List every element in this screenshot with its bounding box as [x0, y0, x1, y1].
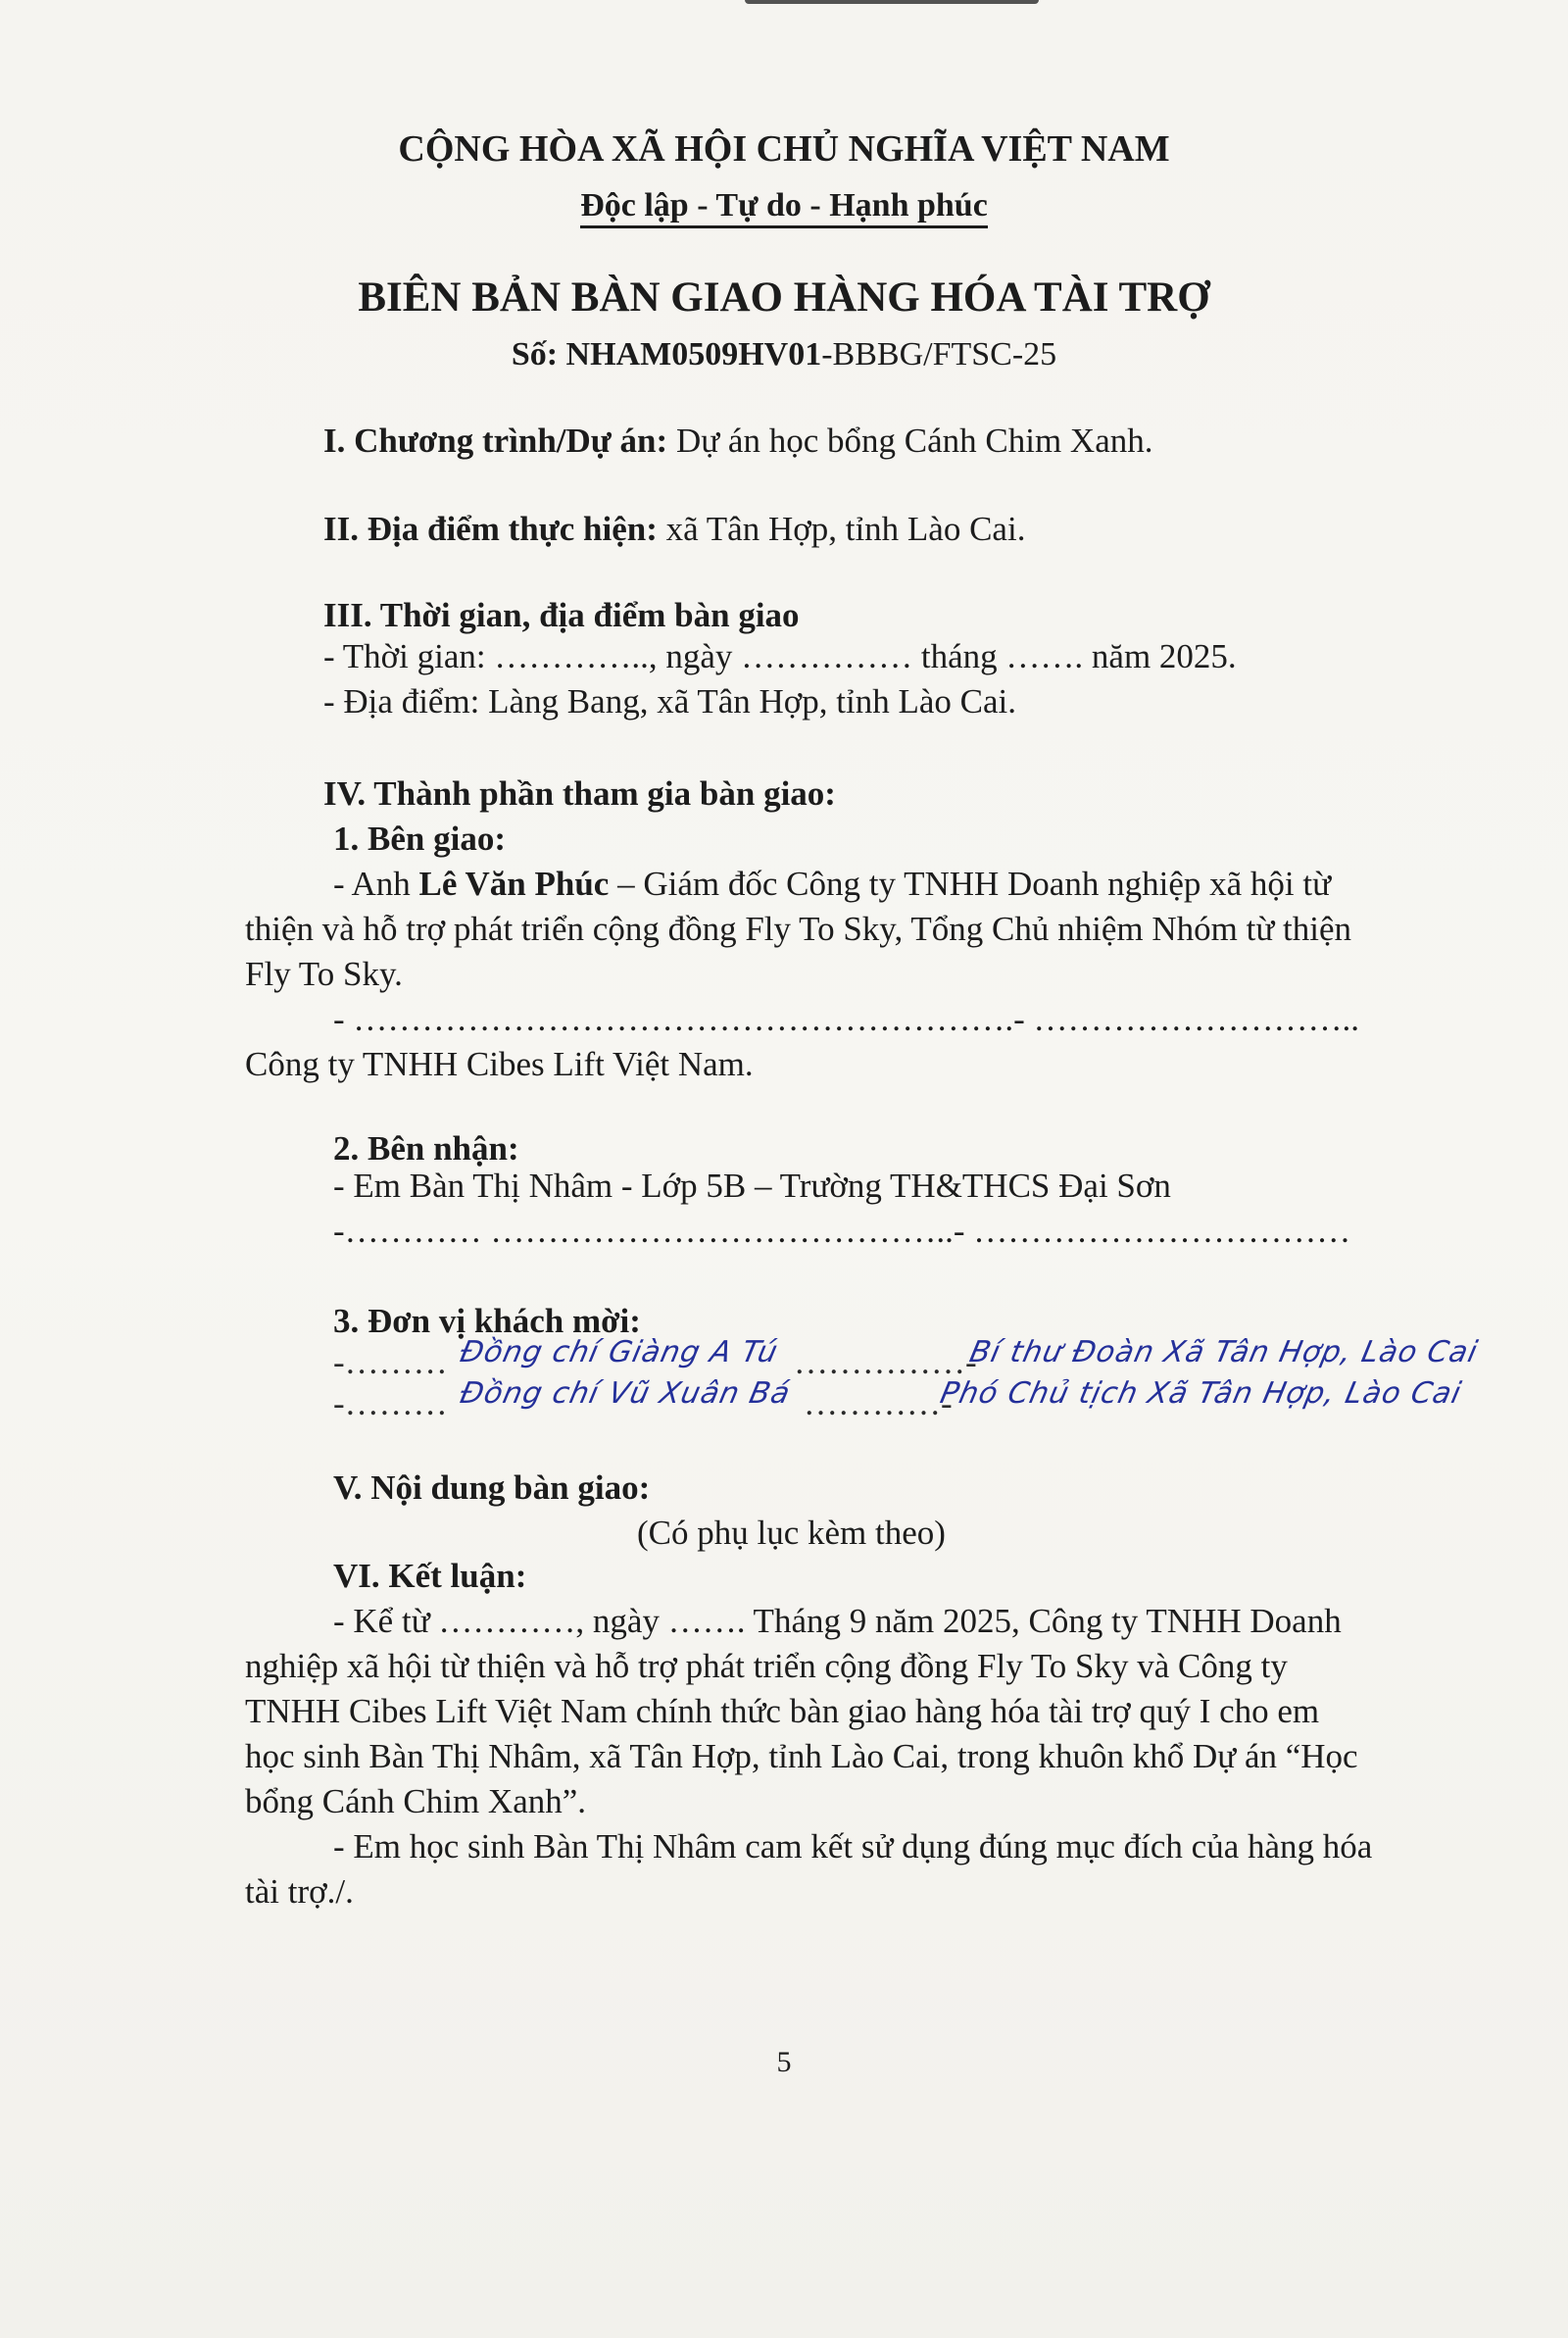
- section-time-place-heading-text: III. Thời gian, địa điểm bàn giao: [323, 596, 800, 634]
- participants-heading: [323, 772, 836, 816]
- conclusion-line-6: - Em học sinh Bàn Thị Nhâm cam kết sử dụng đúng mục đích của hàng hóa: [333, 1827, 1373, 1865]
- guest-2-dots-b: …………-: [804, 1384, 953, 1422]
- scan-edge-shadow: [745, 0, 1039, 4]
- giver-blank-line: - ………………………………………………….- ………………………..: [333, 1000, 1360, 1038]
- conclusion-heading-text: VI. Kết luận:: [333, 1557, 527, 1595]
- conclusion-heading: [333, 1555, 526, 1598]
- giver-line-1: [333, 863, 1331, 906]
- conclusion-line-5: bổng Cánh Chim Xanh”.: [245, 1782, 587, 1820]
- section-program-label: I. Chương trình/Dự án:: [323, 422, 668, 460]
- document-number-label: Số: NHAM0509HV01: [511, 336, 822, 373]
- motto-text: Độc lập - Tự do - Hạnh phúc: [580, 187, 988, 228]
- guest-2-dots-a: -………: [333, 1384, 448, 1422]
- participants-heading-text: IV. Thành phần tham gia bàn giao:: [323, 774, 836, 813]
- giver-line-1-suffix: – Giám đốc Công ty TNHH Doanh nghiệp xã hội từ: [609, 865, 1332, 903]
- giver-name: Lê Văn Phúc: [418, 865, 610, 903]
- guest-2-name-handwritten: Đồng chí Vũ Xuân Bá: [457, 1376, 794, 1411]
- conclusion-line-4: học sinh Bàn Thị Nhâm, xã Tân Hợp, tỉnh Lào Cai, trong khuôn khổ Dự án “Học: [245, 1737, 1358, 1775]
- guest-1-dots-a: -………: [333, 1343, 448, 1381]
- guest-1-role-handwritten: Bí thư Đoàn Xã Tân Hợp, Lào Cai: [966, 1335, 1482, 1369]
- giver-line-1-prefix: - Anh: [333, 865, 419, 903]
- guest-2-role-handwritten: Phó Chủ tịch Xã Tân Hợp, Lào Cai: [937, 1376, 1465, 1411]
- giver-heading: [333, 818, 506, 861]
- section-location-value: xã Tân Hợp, tỉnh Lào Cai.: [657, 510, 1026, 548]
- document-number: [0, 333, 1568, 376]
- guests-heading-text: 3. Đơn vị khách mời:: [333, 1302, 641, 1340]
- conclusion-line-7: tài trợ./.: [245, 1872, 354, 1911]
- handover-place-line: - Địa điểm: Làng Bang, xã Tân Hợp, tỉnh Lào Cai.: [323, 682, 1017, 721]
- receiver-heading-text: 2. Bên nhận:: [333, 1129, 519, 1168]
- section-time-place-heading: [323, 594, 800, 637]
- giver-line-2: thiện và hỗ trợ phát triển cộng đồng Fly To Sky, Tổng Chủ nhiệm Nhóm từ thiện: [245, 910, 1352, 948]
- giver-heading-text: 1. Bên giao:: [333, 820, 506, 858]
- giver-company: Công ty TNHH Cibes Lift Việt Nam.: [245, 1045, 754, 1083]
- national-title: CỘNG HÒA XÃ HỘI CHỦ NGHĨA VIỆT NAM: [398, 128, 1170, 170]
- receiver-blank-line: -………… …………………………………..- ……………………………: [333, 1212, 1351, 1250]
- handover-time-line: - Thời gian: ………….., ngày …………… tháng ……. năm 2025.: [323, 637, 1237, 675]
- handover-content-heading: [333, 1467, 650, 1510]
- conclusion-line-3: TNHH Cibes Lift Việt Nam chính thức bàn giao hàng hóa tài trợ quý I cho em: [245, 1692, 1320, 1730]
- section-program: [323, 420, 1153, 463]
- page-number: 5: [776, 2046, 792, 2078]
- handover-content-heading-text: V. Nội dung bàn giao:: [333, 1468, 651, 1507]
- section-program-value: Dự án học bổng Cánh Chim Xanh.: [667, 422, 1153, 460]
- conclusion-line-1: - Kể từ …………, ngày ……. Tháng 9 năm 2025, Công ty TNHH Doanh: [333, 1602, 1342, 1640]
- document-number-suffix: -BBBG/FTSC-25: [821, 336, 1057, 373]
- section-location-label: II. Địa điểm thực hiện:: [323, 510, 658, 548]
- document-title: BIÊN BẢN BÀN GIAO HÀNG HÓA TÀI TRỢ: [358, 274, 1210, 321]
- giver-line-3: Fly To Sky.: [245, 955, 403, 993]
- section-location: [323, 508, 1025, 551]
- conclusion-line-2: nghiệp xã hội từ thiện và hỗ trợ phát triển cộng đồng Fly To Sky và Công ty: [245, 1647, 1288, 1685]
- appendix-note: (Có phụ lục kèm theo): [637, 1514, 946, 1552]
- motto: [0, 184, 1568, 227]
- receiver-line: - Em Bàn Thị Nhâm - Lớp 5B – Trường TH&THCS Đại Sơn: [333, 1167, 1171, 1205]
- guest-1-dots-b: ……………-: [794, 1343, 977, 1381]
- guest-1-name-handwritten: Đồng chí Giàng A Tú: [457, 1335, 782, 1369]
